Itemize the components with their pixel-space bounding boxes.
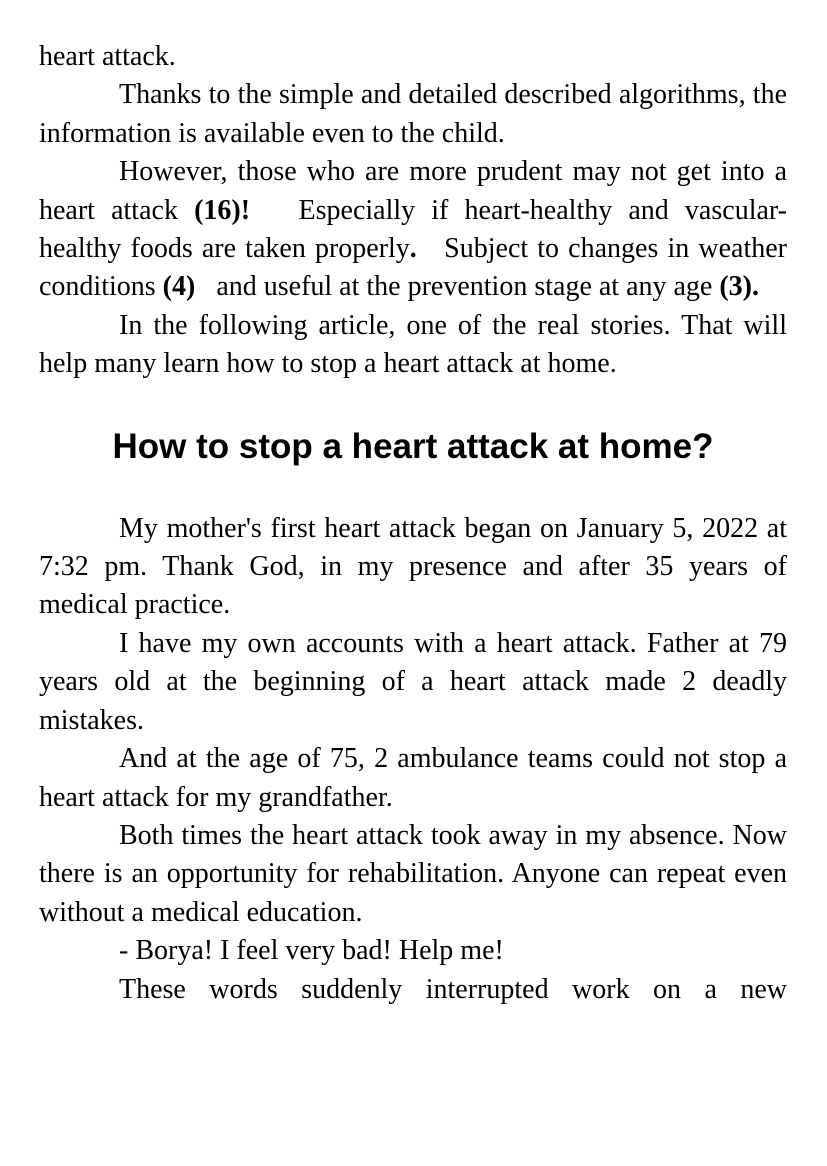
paragraph-algorithms: Thanks to the simple and detailed described algorithms, the information is available even to the child.: [39, 79, 787, 149]
paragraph-both-times: Both times the heart attack took away in my absence. Now there is an opportunity for rehabilitation. Anyone can repeat even without a medical education.: [39, 819, 787, 928]
prudent-text-c: Subject to changes in weather conditions: [39, 233, 794, 303]
prudent-text-b: Especially if heart-healthy and vascular-healthy foods are taken properly: [39, 194, 787, 265]
document-page: [39, 38, 794, 1009]
paragraph-dialogue: - Borya! I feel very bad! Help me!: [119, 935, 504, 967]
paragraph-interrupted: These words suddenly interrupted work on a new: [119, 973, 787, 1005]
reference-4: (4): [162, 271, 196, 303]
paragraph-grandfather: And at the age of 75, 2 ambulance teams could not stop a heart attack for my grandfather.: [39, 743, 787, 813]
prudent-text-d: and useful at the prevention stage at any age: [195, 271, 720, 303]
paragraph-following-article: In the following article, one of the real stories. That will help many learn how to stop a heart attack at home.: [39, 309, 787, 380]
bold-period: .: [409, 233, 417, 265]
paragraph-father: I have my own accounts with a heart attack. Father at 79 years old at the beginning of a heart attack made 2 deadly mistakes.: [39, 627, 787, 736]
paragraph-continuation: heart attack.: [39, 41, 176, 72]
reference-16: (16)!: [194, 194, 251, 226]
section-heading: How to stop a heart attack at home?: [112, 426, 714, 466]
paragraph-prudent: [39, 153, 794, 307]
paragraph-mother: My mother's first heart attack began on January 5, 2022 at 7:32 pm. Thank God, in my presence and after 35 years of medical practice.: [39, 512, 787, 621]
prudent-text-a: However, those who are more prudent may not get into a heart attack: [39, 156, 787, 226]
reference-3: (3).: [719, 271, 760, 303]
